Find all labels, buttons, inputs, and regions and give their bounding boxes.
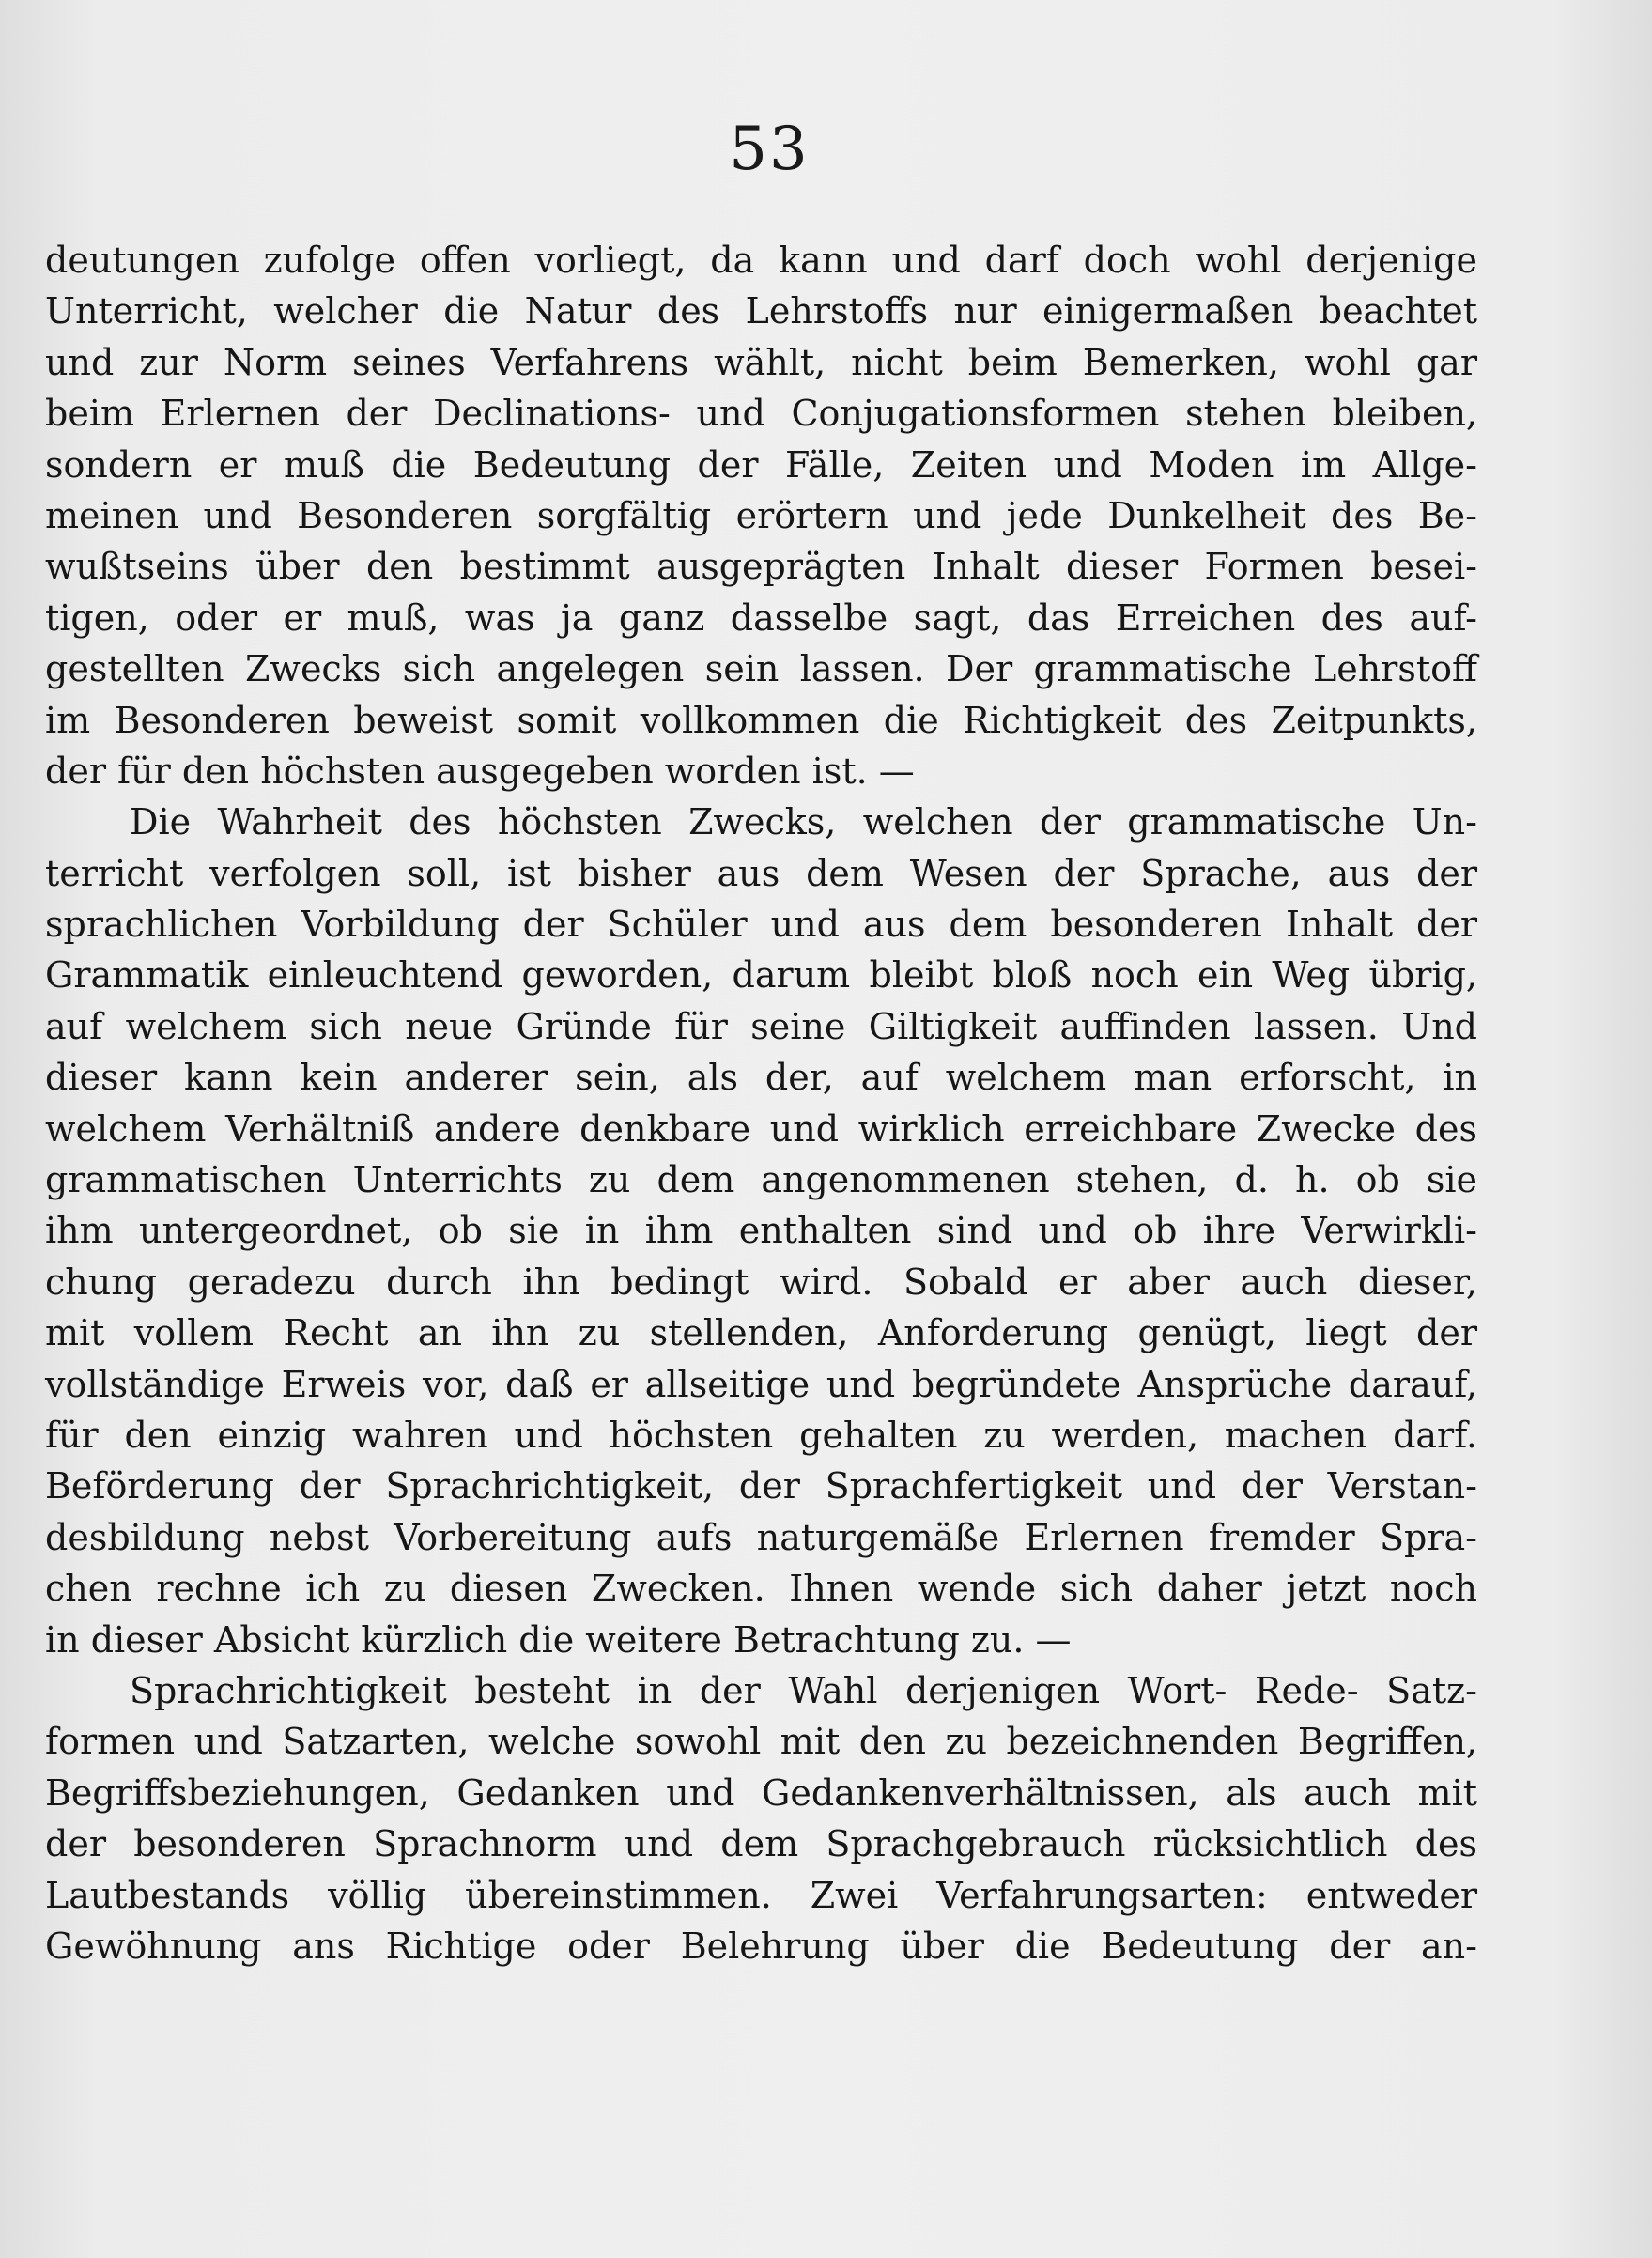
- body-text: [45, 235, 1477, 1972]
- text-line: Unterricht, welcher die Natur des Lehrstoffs nur einigermaßen beachtet: [45, 290, 1477, 333]
- text-line: im Besonderen beweist somit vollkommen die Richtigkeit des Zeitpunkts,: [45, 699, 1477, 741]
- text-line: Begriffsbeziehungen, Gedanken und Gedankenverhältnissen, als auch mit: [45, 1771, 1477, 1814]
- text-line: sprachlichen Vorbildung der Schüler und aus dem besonderen Inhalt der: [45, 904, 1477, 946]
- text-line: grammatischen Unterrichts zu dem angenommenen stehen, d. h. ob sie: [45, 1159, 1477, 1201]
- text-line: in dieser Absicht kürzlich die weitere Betrachtung zu. —: [45, 1618, 1072, 1661]
- text-line: der besonderen Sprachnorm und dem Sprachgebrauch rücksichtlich des: [45, 1823, 1477, 1865]
- text-line: gestellten Zwecks sich angelegen sein lassen. Der grammatische Lehrstoff: [45, 648, 1477, 690]
- text-line: beim Erlernen der Declinations- und Conjugationsformen stehen bleiben,: [45, 393, 1477, 435]
- text-line: Gewöhnung ans Richtige oder Belehrung über die Bedeutung der an-: [45, 1925, 1477, 1967]
- text-line: meinen und Besonderen sorgfältig erörtern und jede Dunkelheit des Be-: [45, 494, 1477, 536]
- text-line: wußtseins über den bestimmt ausgeprägten Inhalt dieser Formen besei-: [45, 546, 1477, 588]
- text-line: chung geradezu durch ihn bedingt wird. Sobald er aber auch dieser,: [45, 1260, 1477, 1303]
- text-line: welchem Verhältniß andere denkbare und wirklich erreichbare Zwecke des: [45, 1107, 1477, 1150]
- text-line: Beförderung der Sprachrichtigkeit, der Sprachfertigkeit und der Verstan-: [45, 1465, 1477, 1508]
- text-line: Lautbestands völlig übereinstimmen. Zwei Verfahrungsarten: entweder: [45, 1874, 1477, 1916]
- text-line: formen und Satzarten, welche sowohl mit den zu bezeichnenden Begriffen,: [45, 1721, 1477, 1763]
- text-line: Sprachrichtigkeit besteht in der Wahl derjenigen Wort- Rede- Satz-: [130, 1669, 1477, 1711]
- text-line: tigen, oder er muß, was ja ganz dasselbe sagt, das Erreichen des auf-: [45, 596, 1477, 639]
- text-line: desbildung nebst Vorbereitung aufs naturgemäße Erlernen fremder Spra-: [45, 1516, 1477, 1558]
- text-line: Grammatik einleuchtend geworden, darum bleibt bloß noch ein Weg übrig,: [45, 954, 1477, 997]
- text-line: für den einzig wahren und höchsten gehalten zu werden, machen darf.: [45, 1414, 1477, 1456]
- text-line: terricht verfolgen soll, ist bisher aus dem Wesen der Sprache, aus der: [45, 852, 1477, 894]
- text-line: deutungen zufolge offen vorliegt, da kann und darf doch wohl derjenige: [45, 240, 1477, 281]
- text-line: sondern er muß die Bedeutung der Fälle, Zeiten und Moden im Allge-: [45, 443, 1477, 486]
- text-line: ihm untergeordnet, ob sie in ihm enthalten sind und ob ihre Verwirkli-: [45, 1210, 1477, 1252]
- text-line: mit vollem Recht an ihn zu stellenden, Anforderung genügt, liegt der: [45, 1312, 1477, 1354]
- text-line: vollständige Erweis vor, daß er allseitige und begründete Ansprüche darauf,: [45, 1363, 1477, 1405]
- page-number: 53: [729, 115, 810, 184]
- text-line: dieser kann kein anderer sein, als der, auf welchem man erforscht, in: [45, 1057, 1477, 1099]
- text-line: auf welchem sich neue Gründe für seine Giltigkeit auffinden lassen. Und: [45, 1005, 1477, 1047]
- text-line: chen rechne ich zu diesen Zwecken. Ihnen wende sich daher jetzt noch: [45, 1568, 1477, 1610]
- text-line: und zur Norm seines Verfahrens wählt, nicht beim Bemerken, wohl gar: [45, 341, 1477, 383]
- text-line: der für den höchsten ausgegeben worden ist. —: [45, 750, 915, 792]
- text-line: Die Wahrheit des höchsten Zwecks, welchen der grammatische Un-: [130, 801, 1477, 843]
